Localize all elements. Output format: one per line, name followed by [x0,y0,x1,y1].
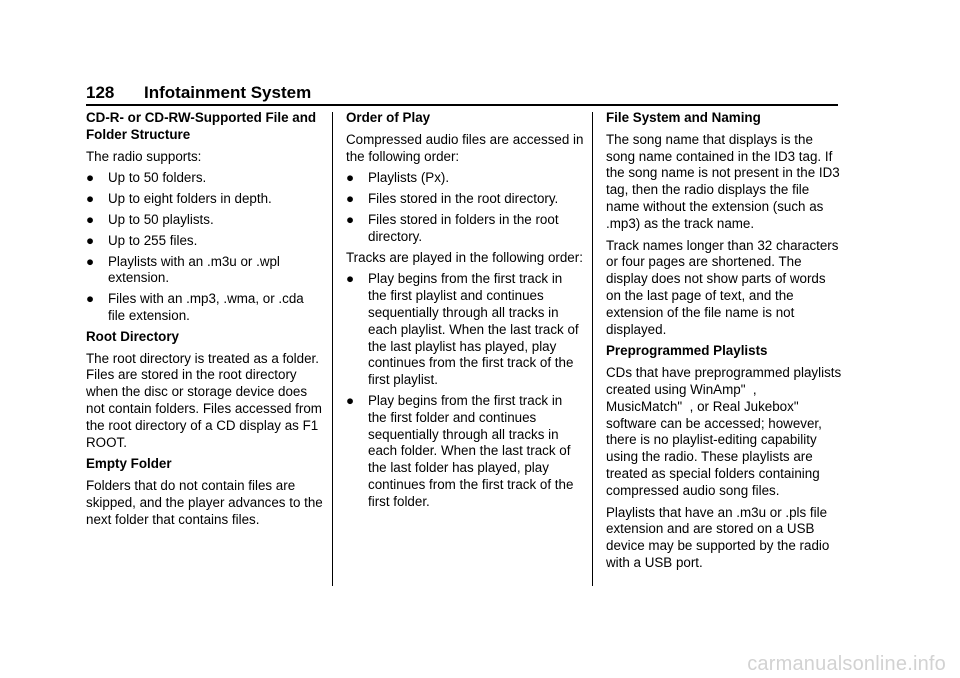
watermark: carmanualsonline.info [747,653,946,675]
section-heading: Order of Play [346,110,431,125]
bullet-icon: ● [86,211,95,227]
list-item: ● Files stored in the root directory. [346,191,559,207]
paragraph: Folders that do not contain files are skipped, and the player advances to the next folder that contains files. [86,478,323,527]
paragraph: CDs that have preprogrammed playlists created using WinAmp" , MusicMatch" , or Real Jukebox" software can be accessed; however, there is no playlist-editing capability using the radio. These playlists are treated as special folders containing compressed audio song files. [606,365,842,498]
paragraph: Playlists that have an .m3u or .pls file extension and are stored on a USB device may be supported by the radio with a USB port. [606,504,830,570]
list-item: ● Up to 50 playlists. [86,211,214,227]
section-heading: CD-R- or CD-RW-Supported File and Folder Structure [86,110,317,142]
list-item: ● Up to 255 files. [86,232,198,248]
paragraph: Track names longer than 32 characters or four pages are shortened. The display does not show parts of words on the last page of text, and the extension of the file name is not displayed. [606,237,839,337]
list-item: ● Files stored in folders in the root directory. [346,211,559,244]
paragraph: Compressed audio files are accessed in the following order: [346,131,584,164]
column-2 [346,110,584,515]
bullet-icon: ● [346,170,355,186]
paragraph: The radio supports: [86,148,202,164]
paragraph: Tracks are played in the following order: [346,249,583,265]
bullet-icon: ● [86,191,95,207]
section-heading: Preprogrammed Playlists [606,343,768,359]
bullet-icon: ● [346,392,355,408]
page-header [86,83,838,105]
bullet-list [346,271,584,510]
bullet-list [86,170,324,324]
list-item: ● Play begins from the first track in the first folder and continues sequentially through all tracks in each folder. When the last track of the last folder has played, play continues from the first track of the first folder. [346,392,574,509]
list-item: ● Playlists with an .m3u or .wpl extension. [86,253,280,286]
bullet-icon: ● [346,211,355,227]
section-heading: Empty Folder [86,456,172,472]
bullet-icon: ● [346,191,355,207]
list-item: ● Files with an .mp3, .wma, or .cda file extension. [86,291,304,323]
list-item: ● Up to 50 folders. [86,170,207,186]
column-1 [86,110,324,534]
column-3 [606,110,844,577]
header-rule [86,104,838,106]
bullet-icon: ● [346,271,355,287]
bullet-icon: ● [86,253,95,269]
page-title: Infotainment System [144,83,312,102]
paragraph: The song name that displays is the song name contained in the ID3 tag. If the song name is not present in the ID3 tag, then the radio displays the file name without the extension (such as .mp3) as the track name. [606,131,840,231]
column-divider [592,112,593,586]
paragraph: The root directory is treated as a folder. Files are stored in the root directory when the disc or storage device does not contain folders. Files accessed from the root directory of a CD display as F1 ROOT. [86,350,322,450]
bullet-icon: ● [86,291,95,307]
page-number: 128 [86,83,115,102]
list-item: ● Play begins from the first track in the first playlist and continues sequentially through all tracks in each playlist. When the last track of the last playlist has played, play continues from the first track of the first playlist. [346,271,579,388]
bullet-icon: ● [86,170,95,186]
list-item: ● Playlists (Px). [346,170,450,186]
bullet-list [346,170,584,245]
section-heading: File System and Naming [606,110,761,125]
list-item: ● Up to eight folders in depth. [86,191,272,207]
bullet-icon: ● [86,232,95,248]
column-divider [332,112,333,586]
section-heading: Root Directory [86,328,180,344]
